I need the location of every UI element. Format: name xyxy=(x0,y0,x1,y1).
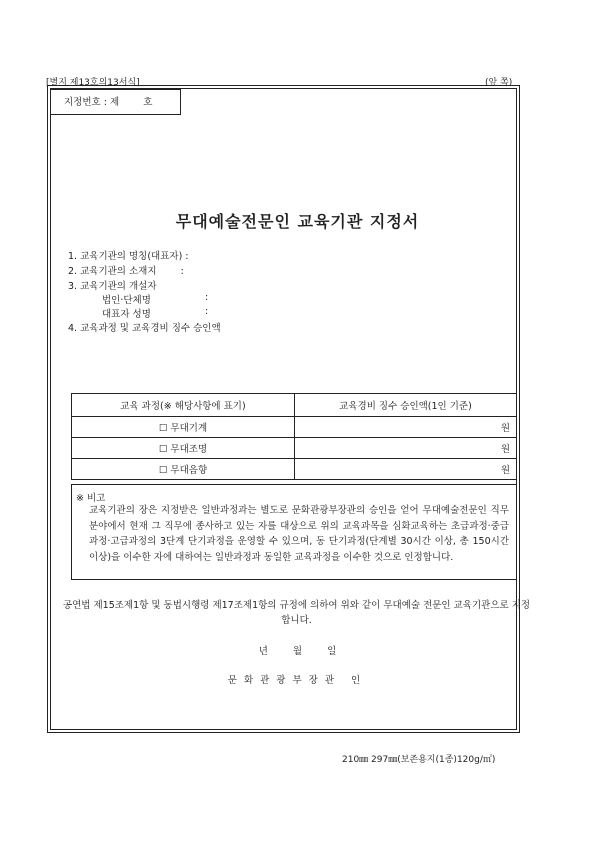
remarks-label: ※ 비고 xyxy=(76,493,106,504)
page-side-label: (앞 쪽) xyxy=(485,78,513,88)
course-checkbox-stage-lighting[interactable]: ☐ 무대조명 xyxy=(72,438,295,459)
item-institution-name: 1. 교육기관의 명칭(대표자) : xyxy=(68,251,189,262)
registration-number-box xyxy=(50,89,181,115)
remarks-box xyxy=(71,484,517,580)
table-header-row xyxy=(72,394,517,417)
subitem-representative-colon: : xyxy=(205,306,209,317)
form-number: [별지 제13호의13서식] xyxy=(46,78,140,88)
item-institution-founder: 3. 교육기관의 개설자 xyxy=(68,281,157,292)
table-row xyxy=(72,438,517,459)
course-fee-table xyxy=(71,393,517,480)
column-header-fee: 교육경비 징수 승인액(1인 기준) xyxy=(295,394,517,417)
issue-date: 년 월 일 xyxy=(258,646,337,657)
remarks-text: 교육기관의 장은 지정받은 일반과정과는 별도로 문화관광부장관의 승인을 얻어 무대예술전문인 직무 분야에서 현재 그 직무에 종사하고 있는 자를 대상으로 위의 교육과목을 심화교육하는 초급과정·중급과정·고급과정의 3단계 단기과정을 운영할 수 있으며, 동 단기과정(단계별 30시간 이상, 총 150시간 이상)을 이수한 자에 대하여는 일반과정과 동일한 교육과정을 이수한 것으로 인정합니다. xyxy=(89,505,509,563)
subitem-org-name-colon: : xyxy=(205,292,209,303)
subitem-representative: 대표자 성명 xyxy=(102,309,151,320)
course-checkbox-stage-machinery[interactable]: ☐ 무대기계 xyxy=(72,417,295,438)
table-row xyxy=(72,417,517,438)
registration-number-label: 지정번호 : 제 호 xyxy=(64,97,153,108)
subitem-org-name: 법인·단체명 xyxy=(102,295,151,306)
table-row xyxy=(72,459,517,480)
issuer-signature: 문화관광부장관 인 xyxy=(227,675,368,686)
fee-field-stage-lighting[interactable]: 원 xyxy=(295,438,517,459)
fee-field-stage-sound[interactable]: 원 xyxy=(295,459,517,480)
document-title: 무대예술전문인 교육기관 지정서 xyxy=(175,212,420,231)
course-checkbox-stage-sound[interactable]: ☐ 무대음향 xyxy=(72,459,295,480)
fee-field-stage-machinery[interactable]: 원 xyxy=(295,417,517,438)
paper-spec: 210㎜ 297㎜(보존용지(1종)120g/㎡) xyxy=(342,755,496,765)
column-header-course: 교육 과정(※ 해당사항에 표기) xyxy=(72,394,295,417)
item-course-fee: 4. 교육과정 및 교육경비 징수 승인액 xyxy=(68,323,221,334)
legal-basis-text: 공연법 제15조제1항 및 동법시행령 제17조제1항의 규정에 의하여 위와 같이 무대예술 전문인 교육기관으로 지정합니다. xyxy=(62,600,531,626)
item-institution-address: 2. 교육기관의 소재지 : xyxy=(68,266,184,277)
